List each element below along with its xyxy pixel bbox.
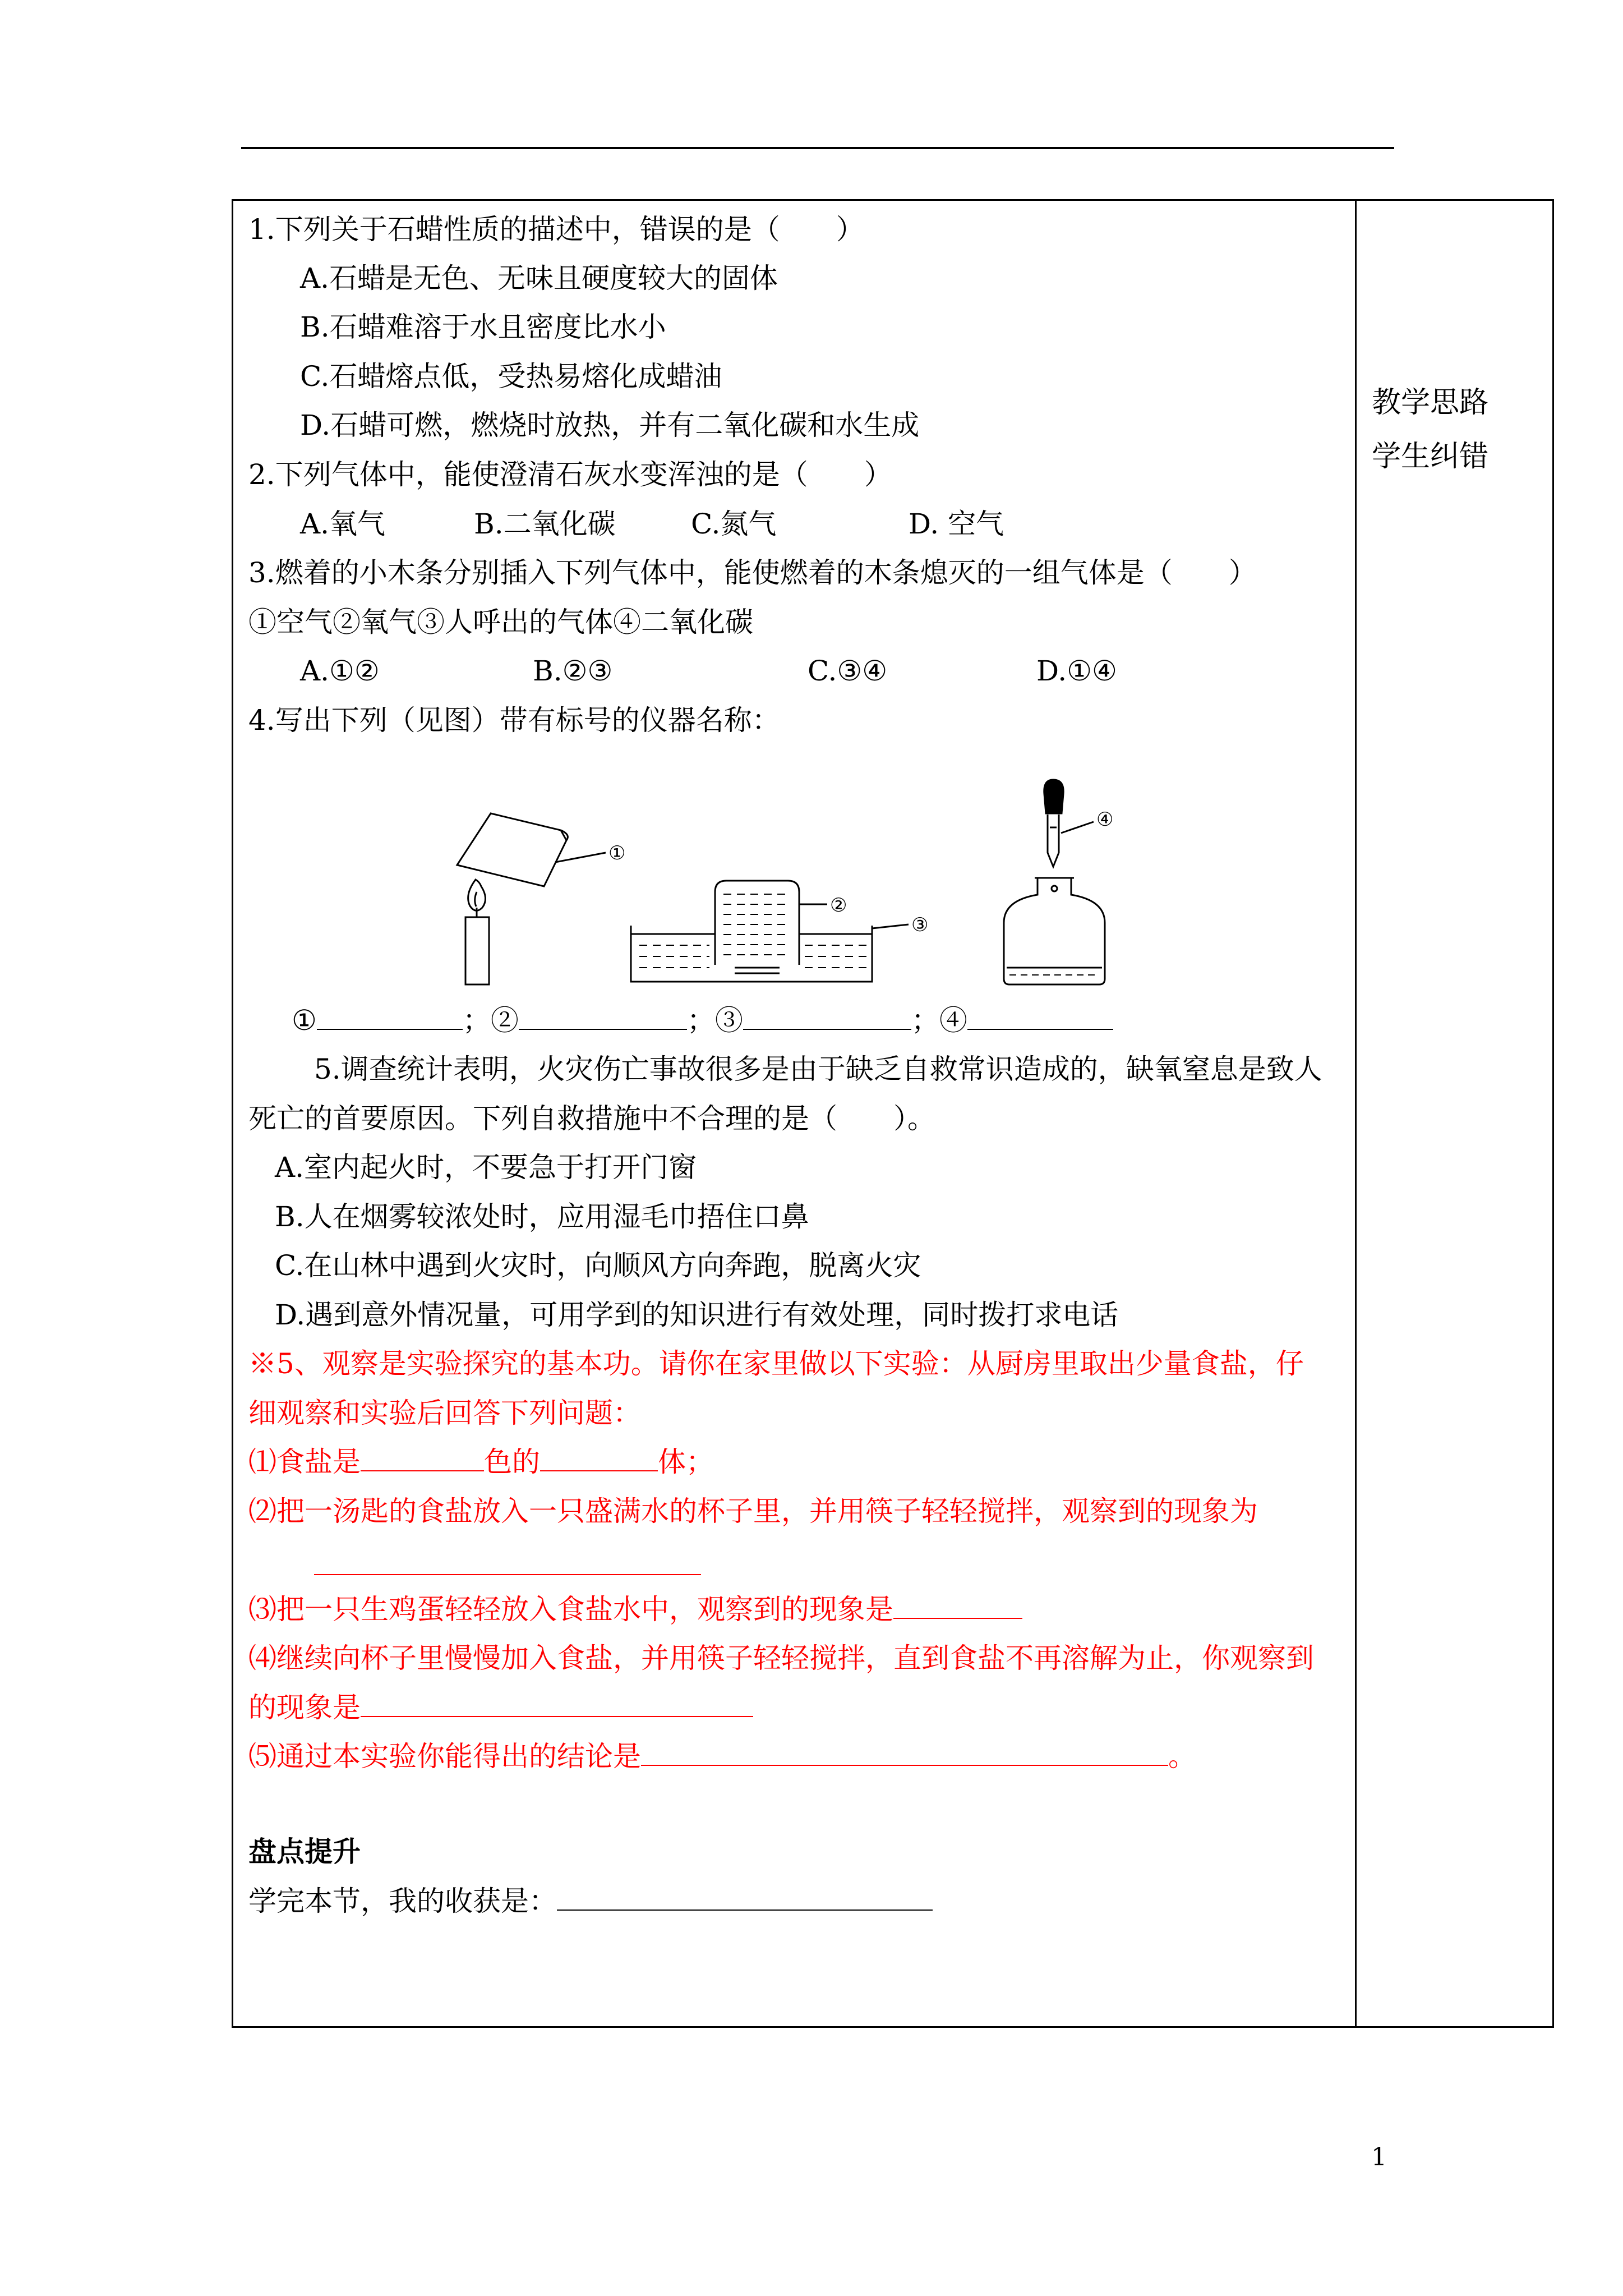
answer-blank-2[interactable] <box>519 1003 687 1030</box>
q2-option-b: B.二氧化碳 <box>474 508 616 540</box>
answer-label-1: ① <box>292 1004 317 1037</box>
dropper-bottle-apparatus <box>1004 780 1105 984</box>
q1-option-a: A.石蜡是无色、无味且硬度较大的固体 <box>300 262 778 295</box>
q2-stem: 2.下列气体中，能使澄清石灰水变浑浊的是（ ） <box>248 458 892 491</box>
summary-title: 盘点提升 <box>248 1835 361 1868</box>
q6-sub-1 <box>248 1444 714 1479</box>
q6-sub-4-line-1: ⑷继续向杯子里慢慢加入食盐，并用筷子轻轻搅拌，直到食盐不再溶解为止，你观察到 <box>248 1642 1314 1674</box>
q2-option-d: D. 空气 <box>909 508 1004 540</box>
gas-collection-apparatus <box>631 881 909 982</box>
q2-option-a: A.氧气 <box>300 508 386 540</box>
q4-stem: 4.写出下列（见图）带有标号的仪器名称： <box>248 704 780 737</box>
q1-option-c: C.石蜡熔点低，受热易熔化成蜡油 <box>300 360 722 393</box>
page-number: 1 <box>1371 2143 1387 2171</box>
answer-sep-2: ； <box>686 1004 715 1037</box>
q5-option-a: A.室内起火时，不要急于打开门窗 <box>275 1151 697 1184</box>
q6-sub-4-line-2 <box>248 1690 753 1725</box>
q3-option-c: C.③④ <box>808 655 888 687</box>
salt-state-blank[interactable] <box>540 1444 658 1471</box>
q6-line-1: ※5、观察是实验探究的基本功。请你在家里做以下实验：从厨房里取出少量食盐，仔 <box>248 1347 1304 1380</box>
answer-sep-1: ； <box>462 1004 491 1037</box>
q6-line-2: 细观察和实验后回答下列问题： <box>248 1397 641 1429</box>
q3-stem: 3.燃着的小木条分别插入下列气体中，能使燃着的木条熄灭的一组气体是（ ） <box>248 556 1257 589</box>
q2-option-c: C.氮气 <box>691 508 777 540</box>
q6-sub-1-c: 体； <box>658 1446 714 1478</box>
q3-option-d: D.①④ <box>1036 655 1117 687</box>
answer-label-3: ③ <box>714 1004 743 1037</box>
apparatus-figure <box>393 774 1178 987</box>
q6-sub-3-blank[interactable] <box>893 1592 1022 1619</box>
q5-option-c: C.在山林中遇到火灾时，向顺风方向奔跑，脱离火灾 <box>275 1249 921 1282</box>
q6-sub-4-blank[interactable] <box>361 1690 753 1717</box>
q6-sub-2-blank[interactable] <box>314 1548 701 1575</box>
answer-label-2: ② <box>490 1004 519 1037</box>
q6-sub-2: ⑵把一汤匙的食盐放入一只盛满水的杯子里，并用筷子轻轻搅拌，观察到的现象为 <box>248 1495 1258 1527</box>
q5-option-d: D.遇到意外情况量，可用学到的知识进行有效处理，同时拨打求电话 <box>275 1299 1119 1331</box>
side-note-teaching: 教学思路 <box>1372 386 1489 420</box>
q6-sub-5 <box>248 1739 1196 1774</box>
q6-sub-5-text: ⑸通过本实验你能得出的结论是 <box>248 1740 641 1773</box>
q5-line-2: 死亡的首要原因。下列自救措施中不合理的是（ ）。 <box>248 1102 935 1135</box>
candle-apparatus <box>457 813 606 984</box>
q6-sub-5-end: 。 <box>1168 1740 1196 1773</box>
answer-sep-3: ； <box>911 1004 939 1037</box>
q5-option-b: B.人在烟雾较浓处时，应用湿毛巾捂住口鼻 <box>275 1200 809 1233</box>
header-rule <box>241 147 1394 149</box>
answer-label-4: ④ <box>939 1004 967 1037</box>
q3-option-a: A.①② <box>300 655 380 687</box>
answer-blank-4[interactable] <box>967 1003 1113 1030</box>
q6-sub-3 <box>248 1592 1022 1627</box>
side-note-correction: 学生纠错 <box>1372 440 1489 473</box>
q6-sub-1-b: 色的 <box>484 1446 540 1478</box>
salt-color-blank[interactable] <box>361 1444 484 1471</box>
q5-line-1: 5.调查统计表明，火灾伤亡事故很多是由于缺乏自救常识造成的，缺氧窒息是致人 <box>314 1053 1322 1085</box>
summary-blank[interactable] <box>557 1884 933 1911</box>
q6-sub-4-text: 的现象是 <box>248 1691 361 1724</box>
q6-sub-3-text: ⑶把一只生鸡蛋轻轻放入食盐水中，观察到的现象是 <box>248 1593 893 1626</box>
q1-option-d: D.石蜡可燃，燃烧时放热，并有二氧化碳和水生成 <box>300 409 920 441</box>
q6-sub-1-a: ⑴食盐是 <box>248 1446 361 1478</box>
q6-sub-5-blank[interactable] <box>641 1739 1168 1766</box>
column-divider <box>1355 199 1357 2028</box>
q1-option-b: B.石蜡难溶于水且密度比水小 <box>300 311 666 343</box>
answer-blank-1[interactable] <box>317 1003 463 1030</box>
summary-prompt-line <box>248 1884 933 1918</box>
answer-blank-3[interactable] <box>743 1003 911 1030</box>
q1-stem: 1.下列关于石蜡性质的描述中，错误的是（ ） <box>248 213 864 246</box>
side-notes <box>1372 376 1540 484</box>
figure-label-3: ③ <box>911 914 929 936</box>
figure-label-2: ② <box>830 894 847 917</box>
figure-label-4: ④ <box>1096 808 1114 831</box>
q3-list: ①空气②氧气③人呼出的气体④二氧化碳 <box>248 606 753 638</box>
figure-label-1: ① <box>608 842 626 864</box>
q4-answer-line <box>292 1003 1113 1038</box>
q3-option-b: B.②③ <box>533 655 613 687</box>
summary-prompt: 学完本节，我的收获是： <box>248 1885 557 1917</box>
